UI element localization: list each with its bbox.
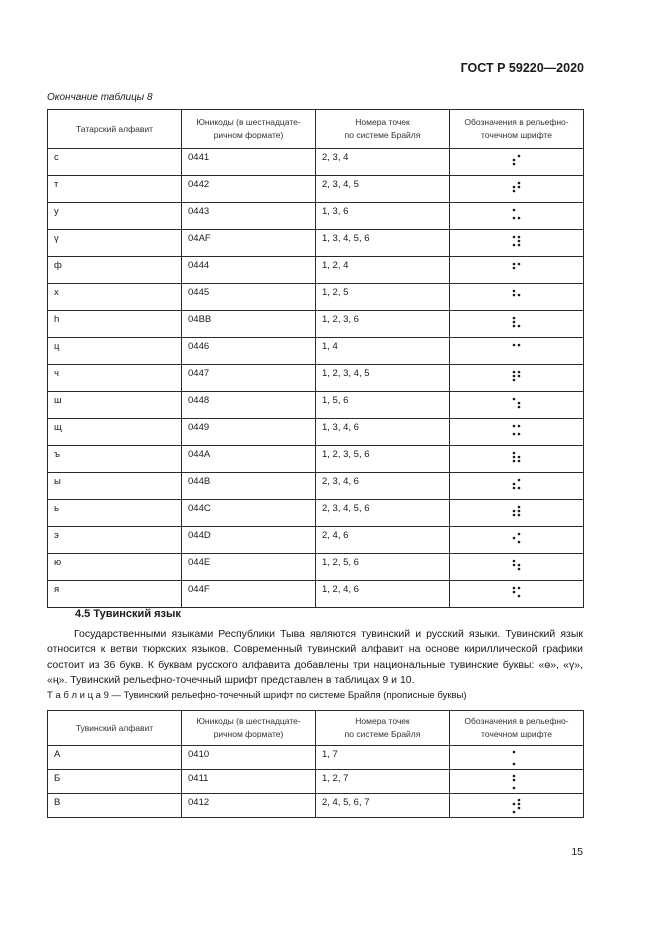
- braille-cell: [512, 505, 522, 521]
- braille-dot: [512, 537, 515, 540]
- braille-symbol-cell: [450, 284, 584, 311]
- braille-cell: [512, 343, 522, 359]
- braille-dot: [517, 186, 520, 189]
- letter-cell: ь: [48, 500, 182, 527]
- braille-dot: [517, 375, 520, 378]
- braille-dot: [517, 587, 520, 590]
- braille-symbol-cell: [450, 365, 584, 392]
- braille-dot: [512, 163, 515, 166]
- column-header-unicode: Юникоды (в шестнадцате- ричном формате): [182, 110, 316, 149]
- unicode-cell: 0443: [182, 203, 316, 230]
- letter-cell: һ: [48, 311, 182, 338]
- dots-cell: 1, 2, 4, 6: [316, 581, 450, 608]
- letter-cell: я: [48, 581, 182, 608]
- braille-symbol-cell: [450, 338, 584, 365]
- braille-dot: [512, 379, 515, 382]
- braille-cell: [512, 586, 522, 602]
- braille-dot: [512, 375, 515, 378]
- braille-symbol-cell: [450, 311, 584, 338]
- standard-designation: ГОСТ Р 59220—2020: [460, 61, 584, 75]
- braille-cell: [512, 532, 522, 548]
- braille-dot: [512, 774, 515, 777]
- table-tatar-braille: [47, 109, 584, 608]
- table-row: [48, 554, 584, 581]
- letter-cell: ү: [48, 230, 182, 257]
- braille-cell: [512, 559, 522, 575]
- unicode-cell: 0412: [182, 794, 316, 818]
- letter-cell: ц: [48, 338, 182, 365]
- braille-dot: [512, 159, 515, 162]
- unicode-cell: 044C: [182, 500, 316, 527]
- braille-dot: [517, 806, 520, 809]
- braille-dot: [512, 398, 515, 401]
- braille-dot: [512, 290, 515, 293]
- braille-dot: [517, 460, 520, 463]
- braille-dot: [517, 541, 520, 544]
- dots-cell: 1, 2, 5: [316, 284, 450, 311]
- braille-dot: [512, 294, 515, 297]
- letter-cell: с: [48, 149, 182, 176]
- letter-cell: Б: [48, 770, 182, 794]
- unicode-cell: 0444: [182, 257, 316, 284]
- column-header-unicode: Юникоды (в шестнадцате- ричном формате): [182, 711, 316, 746]
- table-row: [48, 149, 584, 176]
- braille-symbol-cell: [450, 554, 584, 581]
- table-row: [48, 338, 584, 365]
- braille-dot: [517, 568, 520, 571]
- table-row: [48, 419, 584, 446]
- braille-dot: [517, 456, 520, 459]
- braille-symbol-cell: [450, 446, 584, 473]
- braille-dot: [517, 533, 520, 536]
- unicode-cell: 0410: [182, 746, 316, 770]
- braille-dot: [512, 460, 515, 463]
- unicode-cell: 044E: [182, 554, 316, 581]
- table-row: [48, 176, 584, 203]
- dots-cell: 1, 2, 4: [316, 257, 450, 284]
- braille-dot: [517, 433, 520, 436]
- braille-cell: [512, 397, 522, 413]
- unicode-cell: 04AF: [182, 230, 316, 257]
- braille-symbol-cell: [450, 149, 584, 176]
- braille-dot: [512, 510, 515, 513]
- letter-cell: ю: [48, 554, 182, 581]
- dots-cell: 1, 2, 3, 6: [316, 311, 450, 338]
- braille-cell: [512, 208, 522, 224]
- table-row: [48, 230, 584, 257]
- braille-dot: [517, 487, 520, 490]
- table-row: [48, 257, 584, 284]
- dots-cell: 1, 3, 4, 6: [316, 419, 450, 446]
- braille-cell: [512, 289, 522, 305]
- column-header-dots: Номера точек по системе Брайля: [316, 110, 450, 149]
- braille-dot: [517, 510, 520, 513]
- unicode-cell: 044F: [182, 581, 316, 608]
- braille-dot: [512, 762, 515, 765]
- braille-dot: [517, 344, 520, 347]
- column-header-braille: Обозначения в рельефно- точечном шрифте: [450, 711, 584, 746]
- column-header-braille: Обозначения в рельефно- точечном шрифте: [450, 110, 584, 149]
- unicode-cell: 0446: [182, 338, 316, 365]
- table-row: [48, 446, 584, 473]
- braille-dot: [517, 294, 520, 297]
- braille-dot: [512, 190, 515, 193]
- dots-cell: 1, 2, 5, 6: [316, 554, 450, 581]
- braille-dot: [517, 595, 520, 598]
- braille-dot: [512, 564, 515, 567]
- table-row: [48, 473, 584, 500]
- braille-symbol-cell: [450, 257, 584, 284]
- braille-dot: [512, 452, 515, 455]
- braille-dot: [517, 182, 520, 185]
- braille-dot: [517, 263, 520, 266]
- braille-dot: [517, 236, 520, 239]
- table-row: [48, 203, 584, 230]
- braille-cell: [512, 316, 522, 332]
- column-header-dots: Номера точек по системе Брайля: [316, 711, 450, 746]
- dots-cell: 2, 4, 6: [316, 527, 450, 554]
- letter-cell: ы: [48, 473, 182, 500]
- table-row: [48, 746, 584, 770]
- braille-cell: [512, 424, 522, 440]
- column-header-alphabet: Тувинский алфавит: [48, 711, 182, 746]
- table-row: [48, 527, 584, 554]
- unicode-cell: 04BB: [182, 311, 316, 338]
- braille-dot: [512, 786, 515, 789]
- braille-dot: [517, 425, 520, 428]
- braille-cell: [512, 154, 522, 170]
- braille-dot: [517, 217, 520, 220]
- braille-symbol-cell: [450, 581, 584, 608]
- table-tuvan-braille: [47, 710, 584, 818]
- letter-cell: т: [48, 176, 182, 203]
- letter-cell: э: [48, 527, 182, 554]
- braille-symbol-cell: [450, 203, 584, 230]
- braille-dot: [512, 263, 515, 266]
- letter-cell: щ: [48, 419, 182, 446]
- dots-cell: 1, 2, 3, 4, 5: [316, 365, 450, 392]
- braille-dot: [517, 514, 520, 517]
- braille-symbol-cell: [450, 473, 584, 500]
- braille-dot: [512, 321, 515, 324]
- table-row: [48, 794, 584, 818]
- braille-dot: [512, 483, 515, 486]
- braille-dot: [517, 244, 520, 247]
- braille-dot: [512, 317, 515, 320]
- table-row: [48, 284, 584, 311]
- letter-cell: А: [48, 746, 182, 770]
- table-row: [48, 500, 584, 527]
- braille-cell: [512, 370, 522, 386]
- unicode-cell: 044B: [182, 473, 316, 500]
- unicode-cell: 044A: [182, 446, 316, 473]
- dots-cell: 1, 3, 4, 5, 6: [316, 230, 450, 257]
- dots-cell: 1, 2, 7: [316, 770, 450, 794]
- braille-dot: [517, 798, 520, 801]
- braille-dot: [512, 487, 515, 490]
- braille-dot: [517, 406, 520, 409]
- braille-dot: [517, 371, 520, 374]
- braille-dot: [512, 236, 515, 239]
- braille-cell: [512, 774, 522, 790]
- table-header-row: [48, 110, 584, 149]
- unicode-cell: 0442: [182, 176, 316, 203]
- braille-symbol-cell: [450, 176, 584, 203]
- braille-cell: [512, 451, 522, 467]
- letter-cell: ф: [48, 257, 182, 284]
- unicode-cell: 0441: [182, 149, 316, 176]
- braille-symbol-cell: [450, 746, 584, 770]
- letter-cell: ш: [48, 392, 182, 419]
- braille-dot: [512, 802, 515, 805]
- table-row: [48, 581, 584, 608]
- braille-dot: [512, 810, 515, 813]
- braille-dot: [517, 506, 520, 509]
- braille-dot: [512, 209, 515, 212]
- braille-symbol-cell: [450, 770, 584, 794]
- braille-cell: [512, 478, 522, 494]
- letter-cell: ч: [48, 365, 182, 392]
- braille-symbol-cell: [450, 794, 584, 818]
- braille-dot: [512, 325, 515, 328]
- letter-cell: х: [48, 284, 182, 311]
- braille-dot: [517, 155, 520, 158]
- letter-cell: В: [48, 794, 182, 818]
- braille-dot: [512, 433, 515, 436]
- dots-cell: 2, 3, 4, 5: [316, 176, 450, 203]
- braille-dot: [512, 371, 515, 374]
- section-heading: 4.5 Тувинский язык: [75, 608, 181, 620]
- braille-cell: [512, 262, 522, 278]
- dots-cell: 1, 4: [316, 338, 450, 365]
- dots-cell: 2, 3, 4, 5, 6: [316, 500, 450, 527]
- table-row: [48, 392, 584, 419]
- table-header-row: [48, 711, 584, 746]
- braille-dot: [512, 186, 515, 189]
- page-number: 15: [571, 846, 583, 858]
- braille-dot: [512, 560, 515, 563]
- braille-dot: [512, 591, 515, 594]
- braille-dot: [517, 802, 520, 805]
- unicode-cell: 0449: [182, 419, 316, 446]
- braille-dot: [512, 244, 515, 247]
- braille-dot: [512, 587, 515, 590]
- braille-dot: [512, 750, 515, 753]
- column-header-alphabet: Татарский алфавит: [48, 110, 182, 149]
- dots-cell: 1, 2, 3, 5, 6: [316, 446, 450, 473]
- dots-cell: 1, 5, 6: [316, 392, 450, 419]
- table-row: [48, 770, 584, 794]
- unicode-cell: 0448: [182, 392, 316, 419]
- braille-symbol-cell: [450, 230, 584, 257]
- braille-dot: [517, 479, 520, 482]
- unicode-cell: 044D: [182, 527, 316, 554]
- braille-dot: [512, 344, 515, 347]
- dots-cell: 2, 3, 4, 6: [316, 473, 450, 500]
- braille-cell: [512, 181, 522, 197]
- braille-cell: [512, 235, 522, 251]
- braille-cell: [512, 798, 522, 814]
- braille-dot: [512, 425, 515, 428]
- table9-caption: Т а б л и ц а 9 — Тувинский рельефно-точечный шрифт по системе Брайля (прописные буквы): [47, 690, 467, 701]
- dots-cell: 2, 3, 4: [316, 149, 450, 176]
- letter-cell: у: [48, 203, 182, 230]
- dots-cell: 2, 4, 5, 6, 7: [316, 794, 450, 818]
- braille-dot: [512, 217, 515, 220]
- table-row: [48, 365, 584, 392]
- braille-dot: [512, 456, 515, 459]
- letter-cell: ъ: [48, 446, 182, 473]
- braille-symbol-cell: [450, 527, 584, 554]
- braille-dot: [512, 514, 515, 517]
- table-row: [48, 311, 584, 338]
- table8-caption: Окончание таблицы 8: [47, 92, 153, 103]
- braille-symbol-cell: [450, 500, 584, 527]
- dots-cell: 1, 3, 6: [316, 203, 450, 230]
- braille-dot: [512, 778, 515, 781]
- dots-cell: 1, 7: [316, 746, 450, 770]
- braille-dot: [517, 325, 520, 328]
- braille-dot: [517, 402, 520, 405]
- braille-dot: [517, 564, 520, 567]
- section-paragraph: Государственными языками Республики Тыва являются тувинский и русский языки. Тувинский язык относится к ветви тюркских языков. Современный тувинский алфавит на основе кириллической графики состоит из 36 букв. К буквам русского алфавита добавлены три национальные тувинские буквы: «ө», «ү», «ң». Тувинский рельефно-точечный шрифт представлен в таблицах 9 и 10.: [47, 628, 583, 687]
- unicode-cell: 0447: [182, 365, 316, 392]
- unicode-cell: 0445: [182, 284, 316, 311]
- braille-dot: [512, 267, 515, 270]
- braille-dot: [517, 240, 520, 243]
- braille-symbol-cell: [450, 419, 584, 446]
- braille-symbol-cell: [450, 392, 584, 419]
- unicode-cell: 0411: [182, 770, 316, 794]
- braille-cell: [512, 750, 522, 766]
